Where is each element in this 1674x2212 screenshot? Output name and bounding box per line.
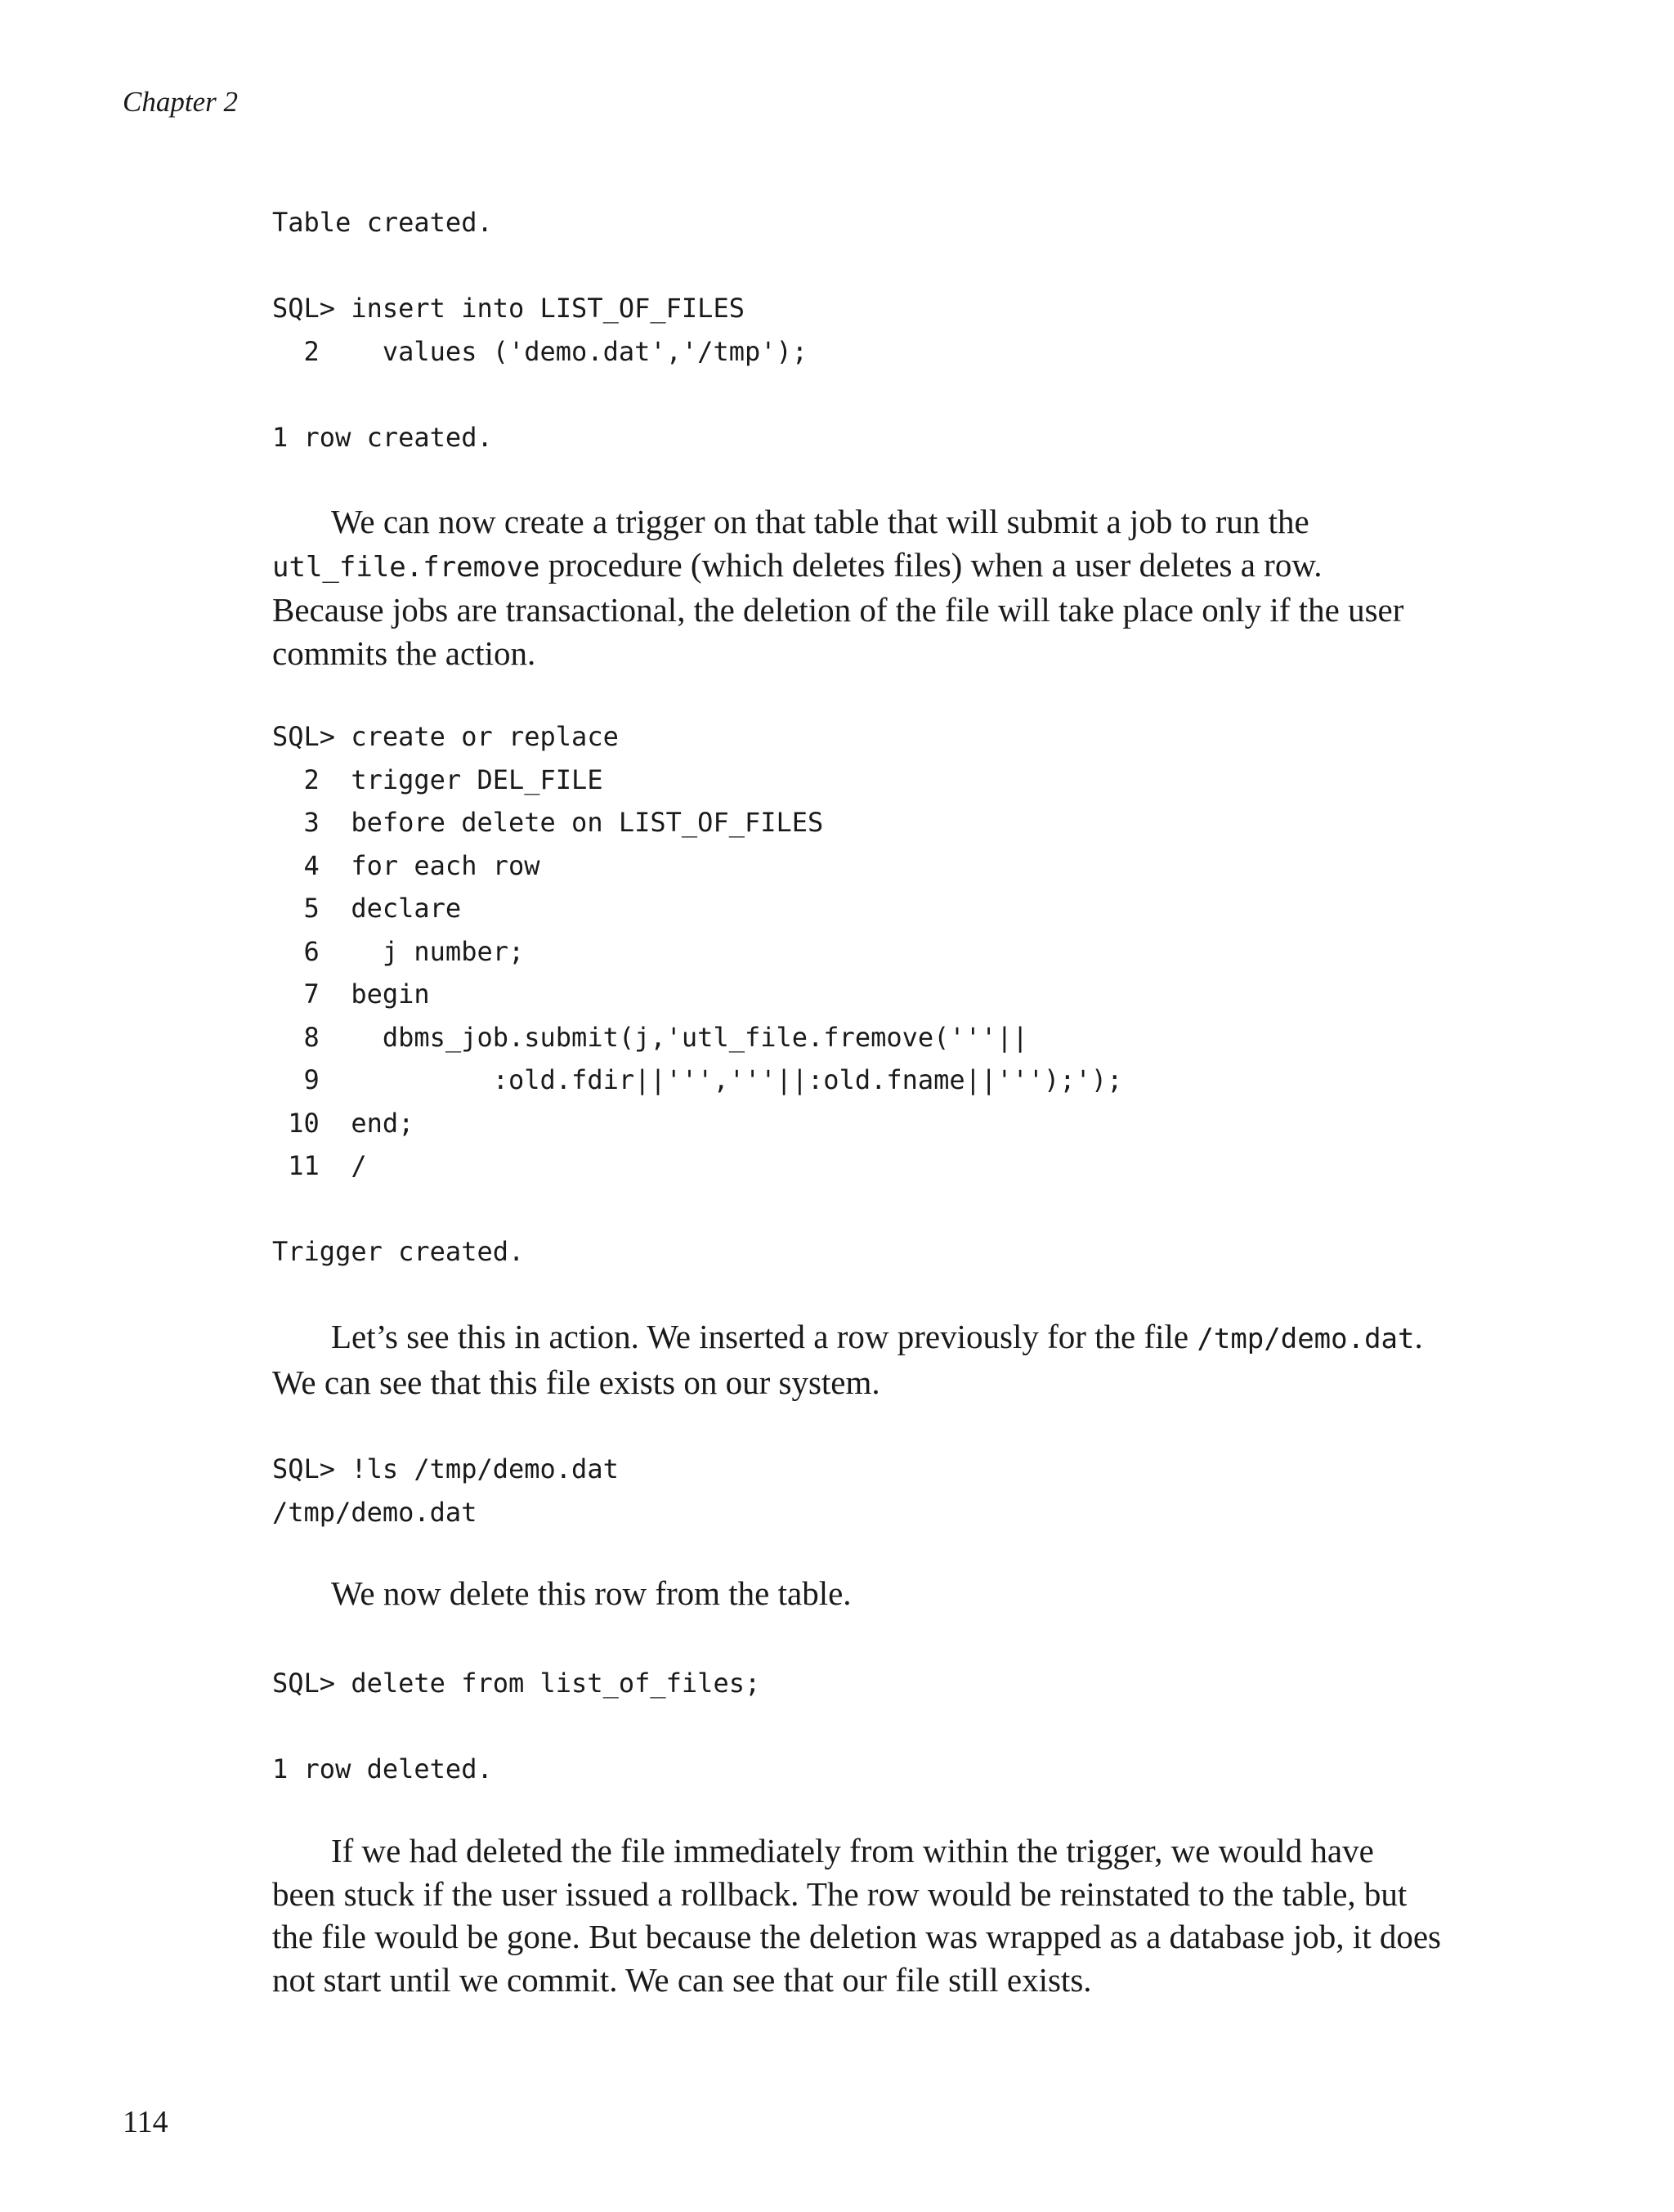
code-line: /tmp/demo.dat <box>272 1496 477 1528</box>
code-line: 5 declare <box>272 893 462 924</box>
code-line: SQL> delete from list_of_files; <box>272 1668 761 1699</box>
paragraph-text: If we had deleted the file immediately from within the trigger, we would have been stuck if the user issued a rollback. The row would be reinstated to the table, but the file would be gone. But because the deletion was wrapped as a database job, it does not start until we commit. We can see that our file still exists. <box>272 1832 1441 1999</box>
code-line: 1 row deleted. <box>272 1753 493 1784</box>
paragraph-delete-row <box>272 1572 1441 1615</box>
code-line <box>272 373 808 416</box>
code-line: SQL> create or replace <box>272 721 619 752</box>
code-block-create-insert <box>272 201 808 459</box>
code-line <box>272 1188 1122 1231</box>
paragraph-rollback <box>272 1829 1441 2001</box>
code-line: 7 begin <box>272 978 430 1010</box>
code-block-delete <box>272 1662 760 1791</box>
code-line: 4 for each row <box>272 849 540 881</box>
code-line <box>272 1705 760 1749</box>
code-line: Trigger created. <box>272 1236 525 1267</box>
paragraph-trigger-intro <box>272 500 1441 674</box>
inline-code: /tmp/demo.dat <box>1197 1323 1415 1355</box>
code-block-trigger <box>272 715 1122 1274</box>
code-line: SQL> insert into LIST_OF_FILES <box>272 293 745 324</box>
paragraph-see-in-action <box>272 1315 1441 1404</box>
inline-code: utl_file.fremove <box>272 550 540 584</box>
code-line: Table created. <box>272 207 493 238</box>
running-head: Chapter 2 <box>123 86 238 118</box>
code-block-ls <box>272 1448 619 1534</box>
code-line: 9 :old.fdir||''','''||:old.fname||''');'); <box>272 1064 1123 1095</box>
code-line: 8 dbms_job.submit(j,'utl_file.fremove('''|| <box>272 1021 1028 1053</box>
code-line: 1 row created. <box>272 421 493 453</box>
paragraph-text: procedure (which deletes files) when a user deletes a row. Because jobs are transactional, the deletion of the file will take place only if the user commits the action. <box>272 545 1404 672</box>
code-line: 6 j number; <box>272 935 525 967</box>
code-line: SQL> !ls /tmp/demo.dat <box>272 1453 619 1484</box>
paragraph-text: . We can see that this file exists on our system. <box>272 1318 1423 1401</box>
code-line: 3 before delete on LIST_OF_FILES <box>272 807 824 838</box>
code-line: 11 / <box>272 1150 367 1181</box>
code-line: 2 values ('demo.dat','/tmp'); <box>272 335 808 367</box>
code-line: 10 end; <box>272 1107 414 1139</box>
page-number: 114 <box>123 2105 168 2139</box>
code-line <box>272 244 808 288</box>
code-line: 2 trigger DEL_FILE <box>272 763 603 795</box>
paragraph-text: We now delete this row from the table. <box>331 1574 852 1612</box>
paragraph-text: Let’s see this in action. We inserted a row previously for the file <box>331 1318 1197 1355</box>
paragraph-text: We can now create a trigger on that table that will submit a job to run the <box>331 503 1309 540</box>
